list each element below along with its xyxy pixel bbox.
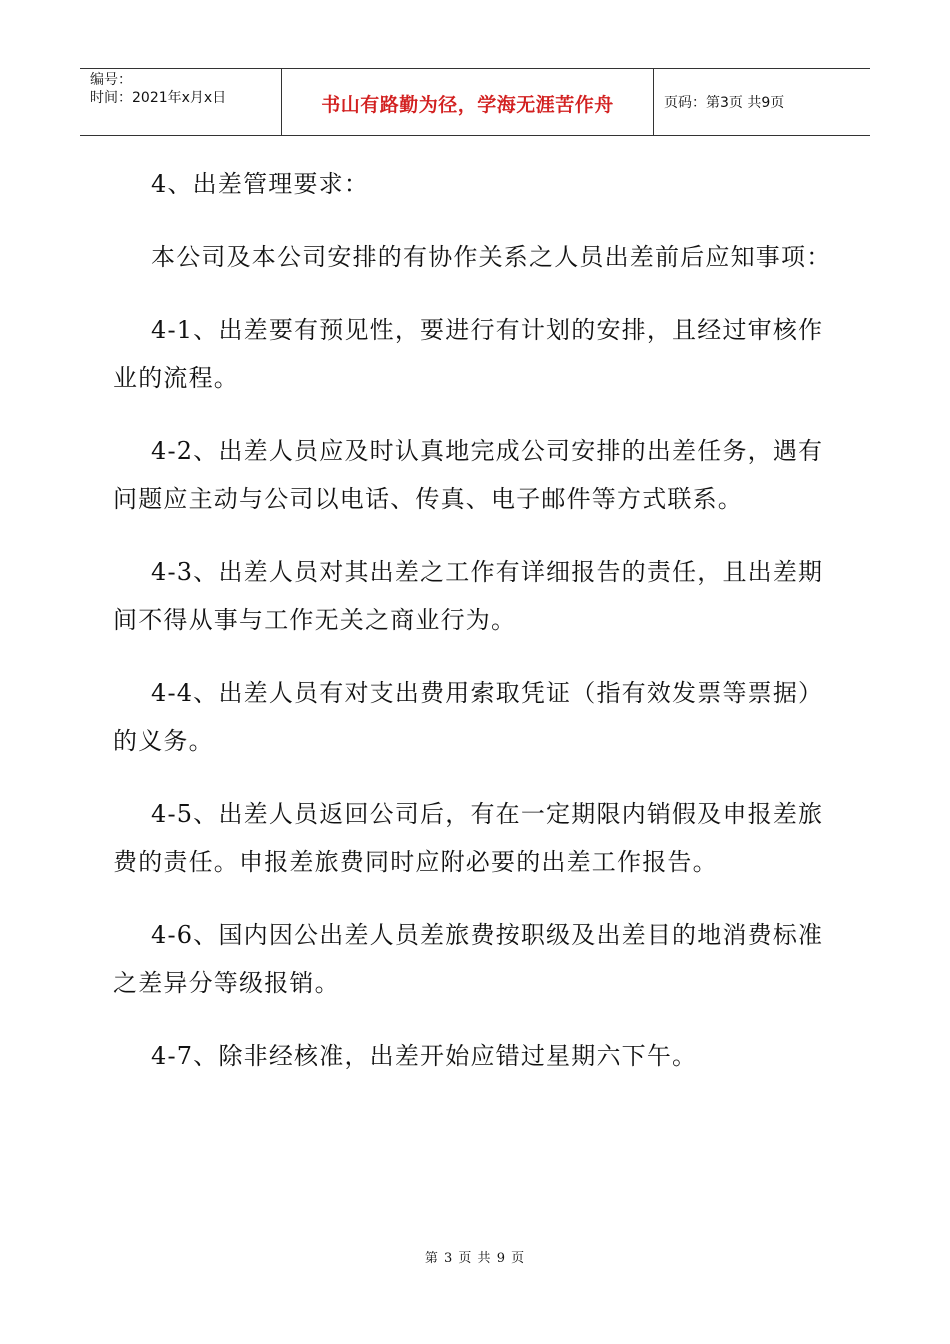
rule-4-4: 4-4、出差人员有对支出费用索取凭证（指有效发票等票据）的义务。	[113, 679, 824, 755]
rule-4-1: 4-1、出差要有预见性，要进行有计划的安排，且经过审核作业的流程。	[113, 316, 824, 392]
section-heading: 4、出差管理要求：	[151, 170, 370, 198]
header-motto: 书山有路勤为径，学海无涯苦作舟	[282, 69, 654, 135]
header-meta-cell	[80, 69, 282, 135]
rule-4-3: 4-3、出差人员对其出差之工作有详细报告的责任，且出差期间不得从事与工作无关之商业行为。	[113, 558, 824, 634]
document-body	[113, 160, 833, 1105]
page-footer: 第 3 页 共 9 页	[424, 1251, 526, 1266]
serial-label: 编号：	[90, 72, 132, 88]
date-line: 时间：2021年x月x日	[90, 90, 227, 106]
rule-4-6: 4-6、国内因公出差人员差旅费按职级及出差目的地消费标准之差异分等级报销。	[113, 921, 824, 997]
rule-4-5: 4-5、出差人员返回公司后，有在一定期限内销假及申报差旅费的责任。申报差旅费同时应附必要的出差工作报告。	[113, 800, 824, 876]
rule-4-7: 4-7、除非经核准，出差开始应错过星期六下午。	[151, 1042, 698, 1070]
rule-4-2: 4-2、出差人员应及时认真地完成公司安排的出差任务，遇有问题应主动与公司以电话、传真、电子邮件等方式联系。	[113, 437, 824, 513]
intro-paragraph: 本公司及本公司安排的有协作关系之人员出差前后应知事项：	[151, 243, 832, 271]
page-header	[80, 68, 870, 136]
header-page-info: 页码：第3页 共9页	[664, 95, 785, 111]
